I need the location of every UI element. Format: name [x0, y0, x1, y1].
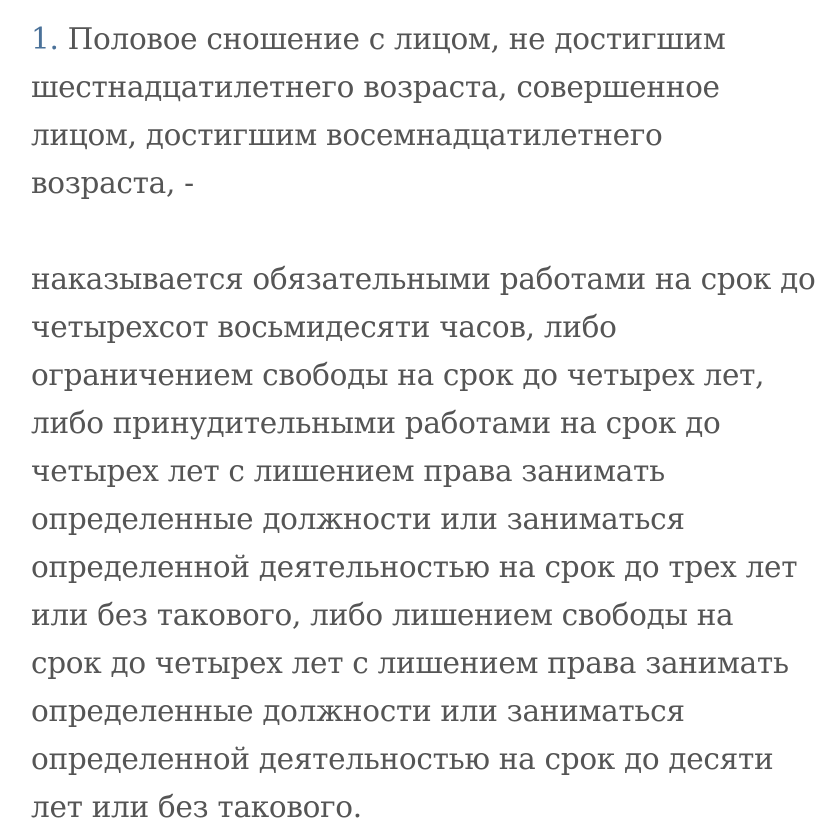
text-line: четырех лет с лишением права занимать [31, 454, 665, 488]
text-line: возраста, - [31, 166, 194, 200]
text-line: наказывается обязательными работами на срок до [31, 262, 816, 296]
text-line: лет или без такового. [31, 790, 362, 824]
text-line [31, 15, 821, 63]
text-line: или без такового, либо лишением свободы на [31, 598, 734, 632]
text-line-content: Половое сношение с лицом, не достигшим [67, 22, 726, 56]
item-number: 1. [31, 22, 59, 56]
text-line: определенные должности или заниматься [31, 502, 685, 536]
text-line: определенной деятельностью на срок до десяти [31, 742, 774, 776]
article-text [31, 15, 821, 831]
text-line: лицом, достигшим восемнадцатилетнего [31, 118, 663, 152]
text-line: ограничением свободы на срок до четырех лет, [31, 358, 765, 392]
text-line: либо принудительными работами на срок до [31, 406, 721, 440]
text-line: срок до четырех лет с лишением права занимать [31, 646, 789, 680]
paragraph-penalty [31, 255, 821, 831]
text-line: определенные должности или заниматься [31, 694, 685, 728]
text-line: шестнадцатилетнего возраста, совершенное [31, 70, 720, 104]
paragraph-offense [31, 15, 821, 207]
text-line: определенной деятельностью на срок до трех лет [31, 550, 798, 584]
text-line: четырехсот восьмидесяти часов, либо [31, 310, 617, 344]
